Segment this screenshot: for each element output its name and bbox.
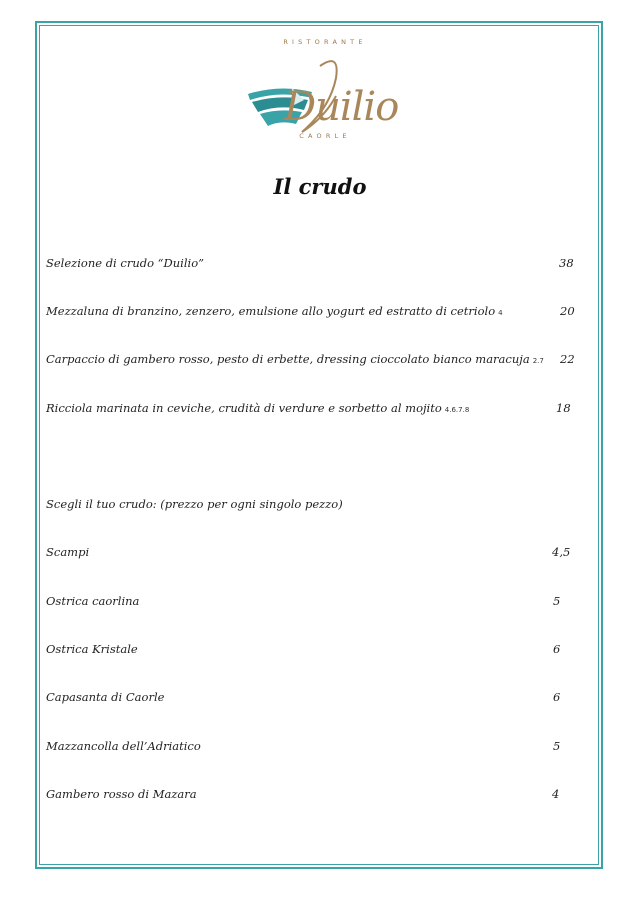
menu-item-name: Carpaccio di gambero rosso, pesto di erbette, dressing cioccolato bianco maracuja 2.7 [46, 352, 544, 366]
menu-item [46, 401, 586, 421]
piece-item-price: 5 [553, 739, 561, 753]
menu-item-name: Mezzaluna di branzino, zenzero, emulsione allo yogurt ed estratto di cetriolo 4 [46, 304, 503, 318]
piece-item-name: Gambero rosso di Mazara [46, 787, 197, 801]
allergen-codes: 4 [498, 309, 503, 317]
menu-item-name: Ricciola marinata in ceviche, crudità di verdure e sorbetto al mojito 4.6.7.8 [46, 401, 470, 415]
logo-top-text: RISTORANTE [283, 38, 367, 46]
allergen-codes: 4.6.7.8 [444, 406, 470, 414]
piece-item-name: Ostrica Kristale [46, 642, 138, 656]
menu-item [46, 352, 586, 372]
logo-script-text: Duilio [284, 84, 399, 130]
allergen-codes: 2.7 [532, 357, 544, 365]
menu-item [46, 304, 586, 324]
piece-item [46, 545, 586, 565]
menu-item [46, 256, 586, 276]
piece-item [46, 690, 586, 710]
piece-item-price: 6 [553, 642, 561, 656]
piece-item-name: Capasanta di Caorle [46, 690, 165, 704]
piece-item [46, 642, 586, 662]
piece-item-price: 4,5 [552, 545, 571, 559]
restaurant-logo [240, 38, 410, 144]
piece-item-name: Ostrica caorlina [46, 594, 140, 608]
page-title: Il crudo [273, 174, 367, 199]
piece-item-price: 5 [553, 594, 561, 608]
choose-note: Scegli il tuo crudo: (prezzo per ogni singolo pezzo) [46, 497, 343, 511]
menu-item-price: 20 [560, 304, 575, 318]
logo-bottom-text: CAORLE [299, 132, 351, 140]
menu-item-price: 18 [556, 401, 571, 415]
piece-item-name: Scampi [46, 545, 90, 559]
piece-item [46, 739, 586, 759]
piece-item-name: Mazzancolla dell’Adriatico [46, 739, 201, 753]
piece-item-price: 4 [552, 787, 560, 801]
menu-item-price: 22 [560, 352, 575, 366]
piece-item [46, 594, 586, 614]
menu-item-name: Selezione di crudo “Duilio” [46, 256, 205, 270]
piece-item [46, 787, 586, 807]
menu-item-price: 38 [559, 256, 574, 270]
piece-item-price: 6 [553, 690, 561, 704]
